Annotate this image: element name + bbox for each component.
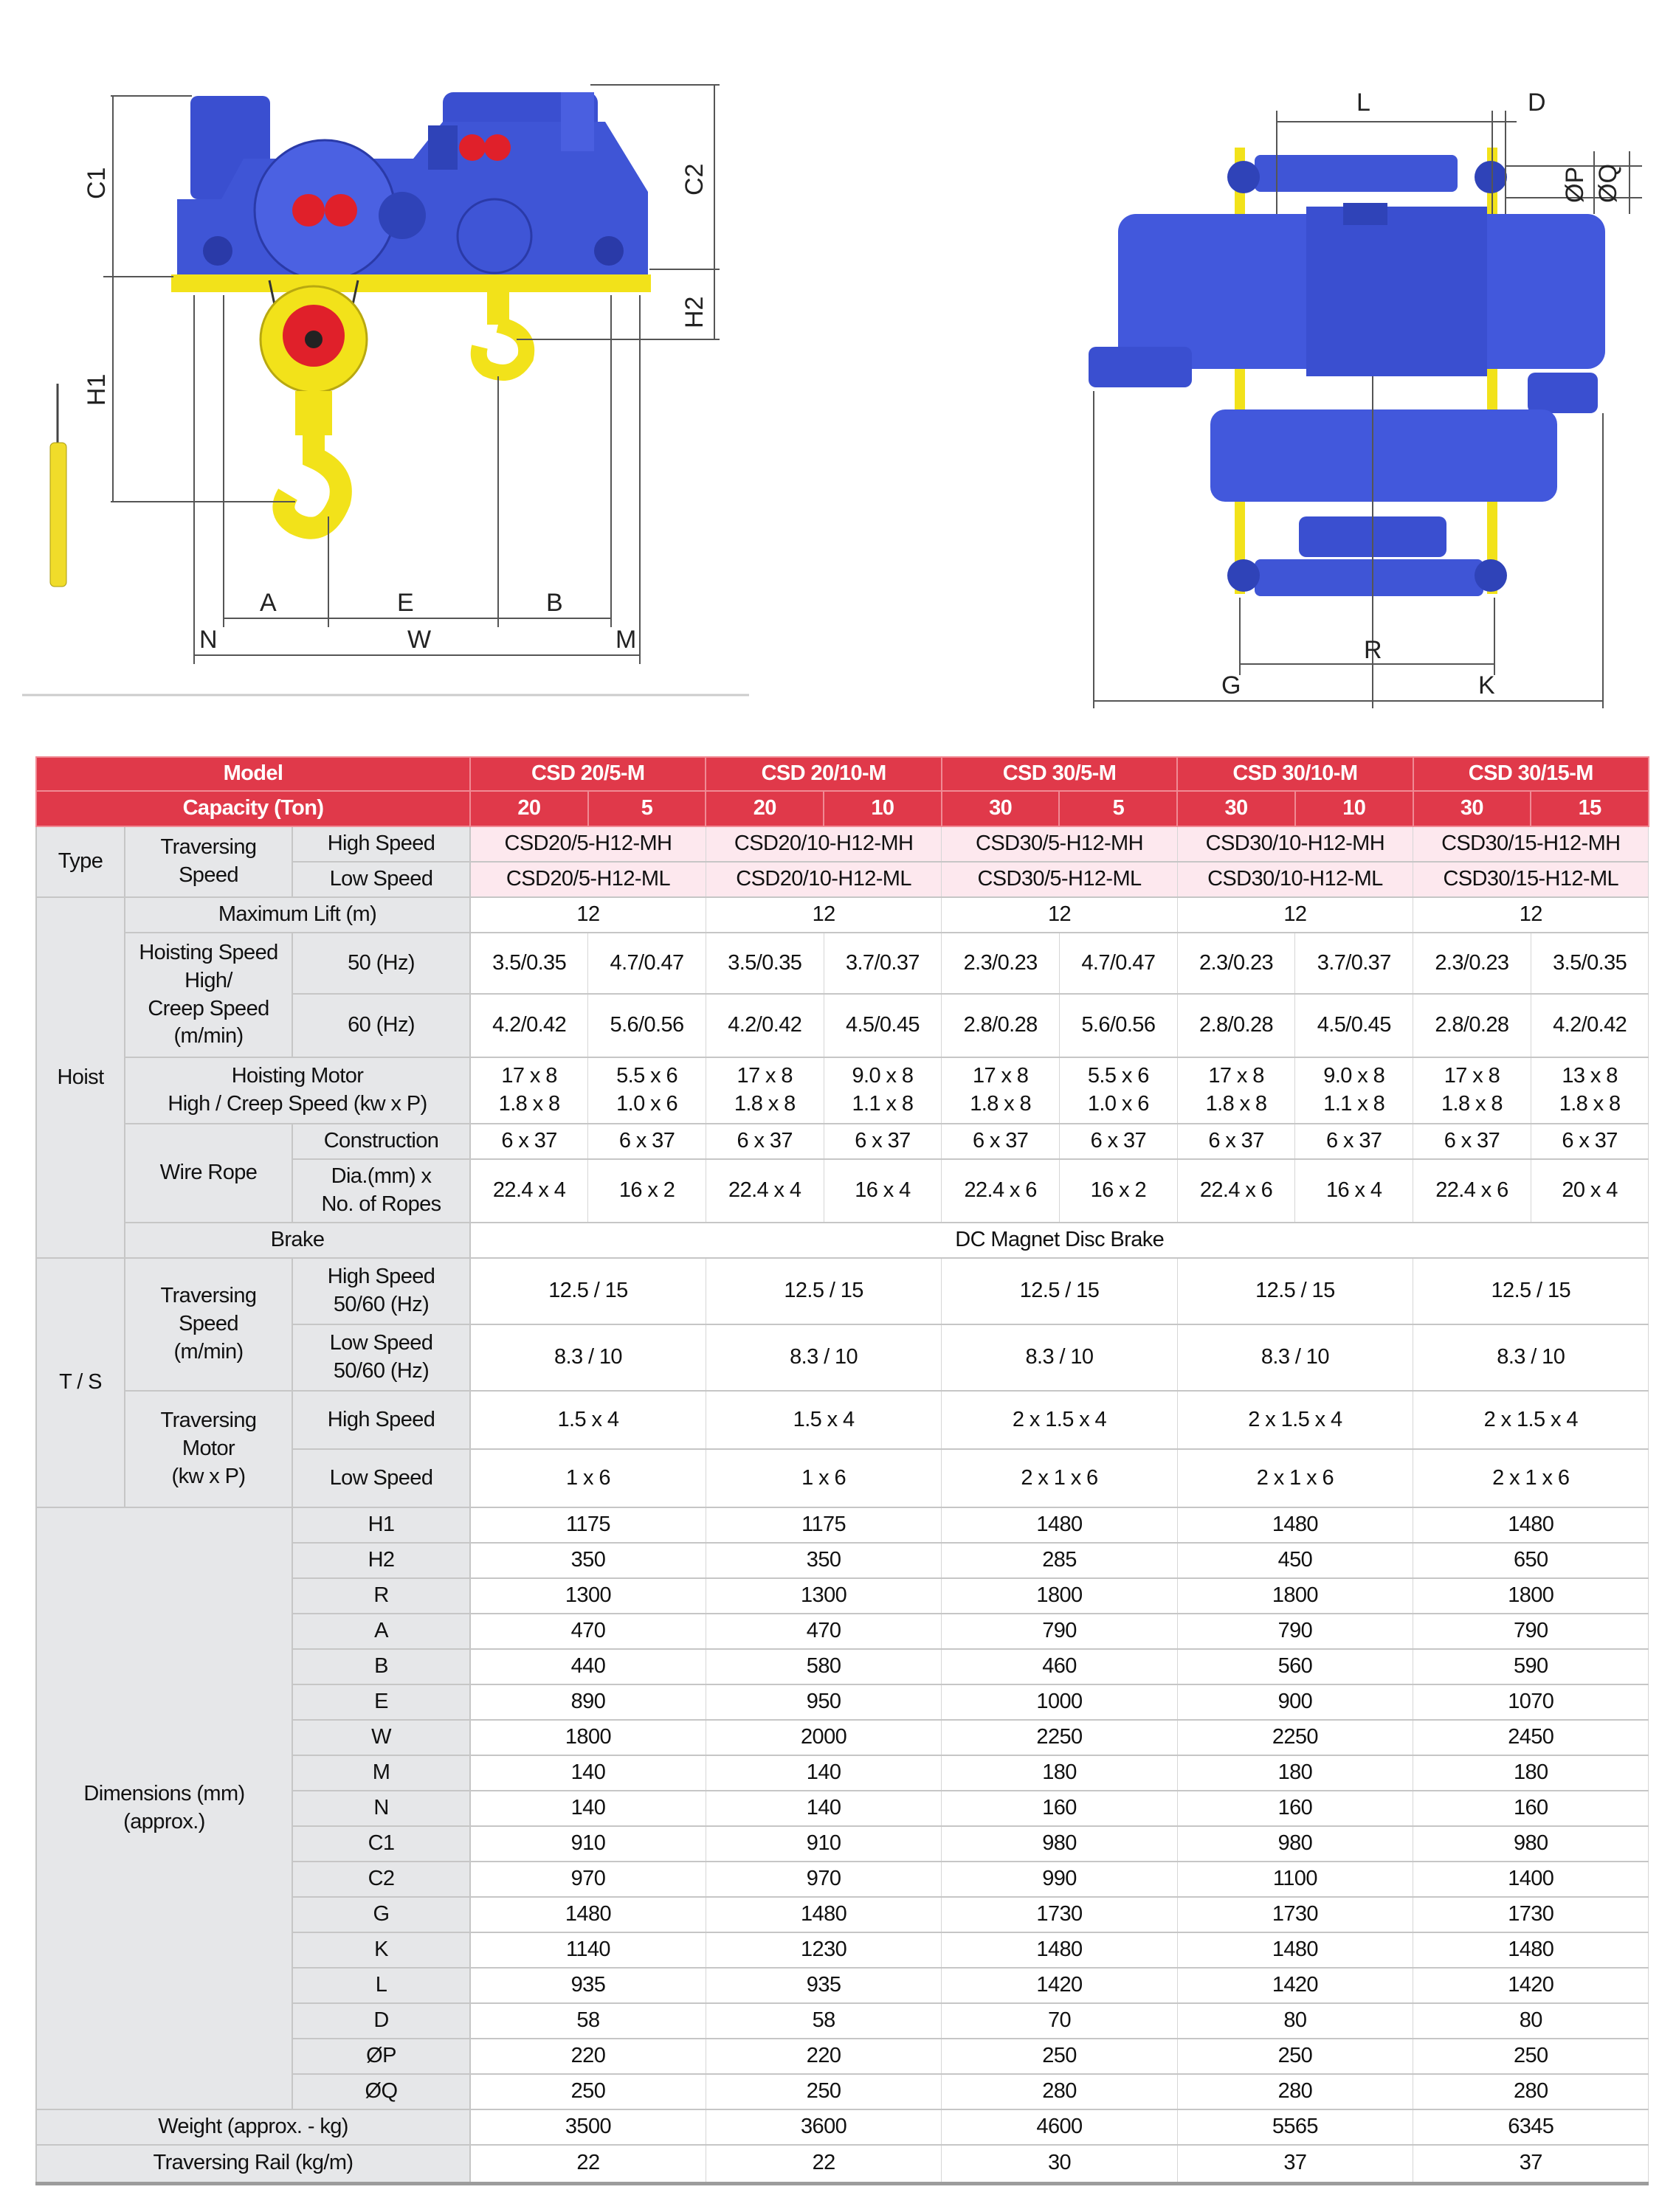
dimension-label: C1: [292, 1826, 470, 1862]
row-label: High Speed 50/60 (Hz): [292, 1258, 470, 1324]
dimension-label: A: [292, 1614, 470, 1649]
capacity-value: 15: [1531, 791, 1649, 826]
table-cell: 3500: [470, 2109, 706, 2145]
capacity-value: 30: [942, 791, 1060, 826]
main-hook-icon: [261, 280, 367, 528]
table-cell: 160: [942, 1791, 1177, 1826]
type-model-code: CSD30/15-H12-MH: [1413, 826, 1649, 862]
table-cell: 80: [1177, 2003, 1413, 2039]
table-cell: 12.5 / 15: [1413, 1258, 1649, 1324]
type-model-code: CSD30/10-H12-ML: [1177, 862, 1413, 897]
specification-table: [35, 756, 1649, 2185]
type-model-code: CSD20/5-H12-MH: [470, 826, 706, 862]
table-cell: 22.4 x 6: [942, 1159, 1060, 1223]
table-cell: 990: [942, 1862, 1177, 1897]
dim-label-a: A: [260, 589, 277, 617]
table-cell: 160: [1177, 1791, 1413, 1826]
model-name: CSD 30/15-M: [1413, 757, 1649, 791]
table-cell: 20 x 4: [1531, 1159, 1649, 1223]
header-row-capacity: [36, 791, 1649, 826]
brake-value: DC Magnet Disc Brake: [470, 1223, 1649, 1258]
dim-label-g: G: [1221, 671, 1241, 699]
dimension-label: E: [292, 1684, 470, 1720]
table-cell: 8.3 / 10: [470, 1324, 706, 1391]
table-cell: 4.5/0.45: [824, 994, 942, 1057]
capacity-value: 30: [1177, 791, 1295, 826]
row-label: Low Speed 50/60 (Hz): [292, 1324, 470, 1391]
pendant-control-icon: [50, 384, 66, 587]
table-cell: 2000: [706, 1720, 941, 1755]
dimension-label: M: [292, 1755, 470, 1791]
table-cell: 2250: [942, 1720, 1177, 1755]
table-cell: 1730: [1413, 1897, 1649, 1932]
table-cell: 160: [1413, 1791, 1649, 1826]
table-cell: 6 x 37: [706, 1124, 824, 1159]
table-cell: 4.2/0.42: [706, 994, 824, 1057]
table-cell: 2450: [1413, 1720, 1649, 1755]
traversing-speed-label: Traversing Speed (m/min): [125, 1258, 292, 1391]
row-label: Low Speed: [292, 862, 470, 897]
table-cell: 3.5/0.35: [1531, 933, 1649, 994]
table-cell: 220: [706, 2039, 941, 2074]
table-cell: 6 x 37: [1413, 1124, 1531, 1159]
dimension-label: C2: [292, 1862, 470, 1897]
table-cell: 17 x 8 1.8 x 8: [942, 1057, 1060, 1124]
table-cell: 280: [1177, 2074, 1413, 2109]
dimension-label: ØQ: [292, 2074, 470, 2109]
model-name: CSD 20/5-M: [470, 757, 706, 791]
table-cell: 3600: [706, 2109, 941, 2145]
row-label: Construction: [292, 1124, 470, 1159]
table-cell: 1100: [1177, 1862, 1413, 1897]
row-label: High Speed: [292, 1391, 470, 1449]
table-cell: 220: [470, 2039, 706, 2074]
table-cell: 6 x 37: [1059, 1124, 1177, 1159]
hoisting-speed-label: Hoisting Speed High/ Creep Speed (m/min): [125, 933, 292, 1057]
table-cell: 4600: [942, 2109, 1177, 2145]
table-cell: 1420: [1177, 1968, 1413, 2003]
capacity-value: 5: [1059, 791, 1177, 826]
table-cell: 8.3 / 10: [942, 1324, 1177, 1391]
table-cell: 1480: [1413, 1507, 1649, 1543]
table-cell: 3.7/0.37: [1295, 933, 1413, 994]
table-cell: 140: [470, 1755, 706, 1791]
type-model-code: CSD20/5-H12-ML: [470, 862, 706, 897]
dim-label-h2: H2: [680, 296, 708, 328]
row-label: High Speed: [292, 826, 470, 862]
table-cell: 1300: [470, 1578, 706, 1614]
dim-label-r: R: [1364, 636, 1382, 664]
table-cell: 2.8/0.28: [1413, 994, 1531, 1057]
table-cell: 440: [470, 1649, 706, 1684]
capacity-value: 20: [706, 791, 824, 826]
table-cell: 6 x 37: [824, 1124, 942, 1159]
table-cell: 2 x 1.5 x 4: [1413, 1391, 1649, 1449]
dim-label-p: ØP: [1561, 166, 1589, 203]
top-view-drawing: [1089, 89, 1642, 708]
table-cell: 980: [1177, 1826, 1413, 1862]
table-cell: 970: [470, 1862, 706, 1897]
table-cell: 460: [942, 1649, 1177, 1684]
table-cell: 250: [1177, 2039, 1413, 2074]
table-cell: 70: [942, 2003, 1177, 2039]
table-cell: 58: [470, 2003, 706, 2039]
dimension-label: H1: [292, 1507, 470, 1543]
hoist-drawings: [0, 0, 1676, 738]
max-lift-row: [36, 897, 1649, 933]
ts-group-label: T / S: [36, 1258, 125, 1507]
table-cell: 2.3/0.23: [1177, 933, 1295, 994]
table-cell: 2250: [1177, 1720, 1413, 1755]
table-cell: 1800: [470, 1720, 706, 1755]
table-cell: 12.5 / 15: [1177, 1258, 1413, 1324]
table-cell: 12.5 / 15: [942, 1258, 1177, 1324]
dimensions-group-label: Dimensions (mm) (approx.): [36, 1507, 292, 2109]
table-cell: 250: [1413, 2039, 1649, 2074]
table-cell: 250: [706, 2074, 941, 2109]
table-cell: 790: [1413, 1614, 1649, 1649]
dimension-label: K: [292, 1932, 470, 1968]
hoisting-motor-row: [36, 1057, 1649, 1124]
side-view-drawing: [22, 85, 749, 695]
capacity-header: Capacity (Ton): [36, 791, 470, 826]
table-cell: 3.7/0.37: [824, 933, 942, 994]
table-cell: 16 x 2: [1059, 1159, 1177, 1223]
table-cell: 16 x 4: [824, 1159, 942, 1223]
table-cell: 22: [470, 2145, 706, 2183]
dim-label-c1: C1: [83, 167, 111, 199]
table-cell: 2.8/0.28: [1177, 994, 1295, 1057]
table-cell: 12.5 / 15: [706, 1258, 941, 1324]
wire-rope-row: [36, 1124, 1649, 1159]
table-cell: 280: [942, 2074, 1177, 2109]
table-cell: 910: [470, 1826, 706, 1862]
dim-label-m: M: [615, 626, 637, 654]
table-cell: 13 x 8 1.8 x 8: [1531, 1057, 1649, 1124]
table-cell: 4.7/0.47: [1059, 933, 1177, 994]
table-cell: 9.0 x 8 1.1 x 8: [824, 1057, 942, 1124]
table-cell: 6 x 37: [588, 1124, 706, 1159]
table-cell: 22: [706, 2145, 941, 2183]
table-cell: 980: [942, 1826, 1177, 1862]
table-cell: 285: [942, 1543, 1177, 1578]
table-cell: 910: [706, 1826, 941, 1862]
table-cell: 5.5 x 6 1.0 x 6: [588, 1057, 706, 1124]
table-cell: 58: [706, 2003, 941, 2039]
table-cell: 580: [706, 1649, 941, 1684]
hoisting-motor-label: Hoisting Motor High / Creep Speed (kw x P): [125, 1057, 470, 1124]
table-cell: 1400: [1413, 1862, 1649, 1897]
table-cell: 790: [942, 1614, 1177, 1649]
table-cell: 1480: [470, 1897, 706, 1932]
table-cell: 17 x 8 1.8 x 8: [1413, 1057, 1531, 1124]
dim-label-b: B: [546, 589, 563, 617]
table-cell: 1420: [942, 1968, 1177, 2003]
table-cell: 1175: [706, 1507, 941, 1543]
table-cell: 1480: [1177, 1932, 1413, 1968]
table-cell: 22.4 x 6: [1177, 1159, 1295, 1223]
table-cell: 470: [470, 1614, 706, 1649]
table-cell: 17 x 8 1.8 x 8: [1177, 1057, 1295, 1124]
table-cell: 37: [1177, 2145, 1413, 2183]
table-cell: 1300: [706, 1578, 941, 1614]
model-name: CSD 30/10-M: [1177, 757, 1413, 791]
table-cell: 5.6/0.56: [588, 994, 706, 1057]
table-cell: 4.5/0.45: [1295, 994, 1413, 1057]
table-cell: 1480: [942, 1507, 1177, 1543]
dim-label-l: L: [1356, 89, 1370, 117]
type-sub-label: Traversing Speed: [125, 826, 292, 897]
table-cell: 1 x 6: [470, 1449, 706, 1507]
table-cell: 180: [942, 1755, 1177, 1791]
table-cell: 450: [1177, 1543, 1413, 1578]
table-cell: 1800: [1177, 1578, 1413, 1614]
type-model-code: CSD20/10-H12-ML: [706, 862, 941, 897]
table-cell: 1480: [1177, 1507, 1413, 1543]
table-cell: 12: [1177, 897, 1413, 933]
table-cell: 180: [1413, 1755, 1649, 1791]
table-cell: 6345: [1413, 2109, 1649, 2145]
table-cell: 16 x 2: [588, 1159, 706, 1223]
table-cell: 2.3/0.23: [942, 933, 1060, 994]
dim-label-e: E: [397, 589, 414, 617]
table-cell: 3.5/0.35: [706, 933, 824, 994]
table-cell: 1800: [1413, 1578, 1649, 1614]
table-cell: 1175: [470, 1507, 706, 1543]
dimension-label: D: [292, 2003, 470, 2039]
model-name: CSD 30/5-M: [942, 757, 1177, 791]
dimension-label: R: [292, 1578, 470, 1614]
table-cell: 6 x 37: [1177, 1124, 1295, 1159]
table-cell: 140: [706, 1791, 941, 1826]
header-row-model: [36, 757, 1649, 791]
table-cell: 650: [1413, 1543, 1649, 1578]
table-cell: 970: [706, 1862, 941, 1897]
table-cell: 470: [706, 1614, 941, 1649]
table-cell: 6 x 37: [1531, 1124, 1649, 1159]
brake-label: Brake: [125, 1223, 470, 1258]
table-cell: 180: [1177, 1755, 1413, 1791]
table-cell: 950: [706, 1684, 941, 1720]
table-cell: 1000: [942, 1684, 1177, 1720]
row-label: Low Speed: [292, 1449, 470, 1507]
table-cell: 3.5/0.35: [470, 933, 588, 994]
dim-label-w: W: [407, 626, 432, 654]
rail-label: Traversing Rail (kg/m): [36, 2145, 470, 2183]
dim-label-n: N: [199, 626, 218, 654]
table-cell: 22.4 x 4: [470, 1159, 588, 1223]
table-cell: 30: [942, 2145, 1177, 2183]
table-cell: 5.6/0.56: [1059, 994, 1177, 1057]
row-label: 50 (Hz): [292, 933, 470, 994]
traversing-speed-row: [36, 1258, 1649, 1324]
table-cell: 350: [470, 1543, 706, 1578]
table-cell: 560: [1177, 1649, 1413, 1684]
table-cell: 6 x 37: [942, 1124, 1060, 1159]
table-cell: 2.8/0.28: [942, 994, 1060, 1057]
dimension-label: W: [292, 1720, 470, 1755]
capacity-value: 20: [470, 791, 588, 826]
model-name: CSD 20/10-M: [706, 757, 941, 791]
table-cell: 980: [1413, 1826, 1649, 1862]
table-cell: 1420: [1413, 1968, 1649, 2003]
table-cell: 250: [942, 2039, 1177, 2074]
type-model-code: CSD20/10-H12-MH: [706, 826, 941, 862]
table-cell: 4.2/0.42: [1531, 994, 1649, 1057]
table-cell: 5.5 x 6 1.0 x 6: [1059, 1057, 1177, 1124]
table-cell: 4.7/0.47: [588, 933, 706, 994]
table-cell: 140: [706, 1755, 941, 1791]
dimension-label: B: [292, 1649, 470, 1684]
table-cell: 1.5 x 4: [706, 1391, 941, 1449]
table-cell: 2 x 1 x 6: [942, 1449, 1177, 1507]
table-cell: 80: [1413, 2003, 1649, 2039]
table-cell: 5565: [1177, 2109, 1413, 2145]
type-group-label: Type: [36, 826, 125, 897]
table-cell: 1730: [942, 1897, 1177, 1932]
table-cell: 1800: [942, 1578, 1177, 1614]
type-model-code: CSD30/5-H12-ML: [942, 862, 1177, 897]
table-cell: 1.5 x 4: [470, 1391, 706, 1449]
dimension-label: ØP: [292, 2039, 470, 2074]
model-header: Model: [36, 757, 470, 791]
table-cell: 22.4 x 4: [706, 1159, 824, 1223]
table-cell: 890: [470, 1684, 706, 1720]
table-cell: 17 x 8 1.8 x 8: [470, 1057, 588, 1124]
dimension-label: L: [292, 1968, 470, 2003]
table-cell: 2 x 1 x 6: [1177, 1449, 1413, 1507]
row-label: 60 (Hz): [292, 994, 470, 1057]
table-cell: 935: [470, 1968, 706, 2003]
hoisting-speed-row: [36, 933, 1649, 994]
table-cell: 1070: [1413, 1684, 1649, 1720]
table-cell: 37: [1413, 2145, 1649, 2183]
auxiliary-hook-icon: [479, 280, 526, 373]
capacity-value: 30: [1413, 791, 1531, 826]
table-cell: 140: [470, 1791, 706, 1826]
row-label: Dia.(mm) x No. of Ropes: [292, 1159, 470, 1223]
table-cell: 2 x 1.5 x 4: [1177, 1391, 1413, 1449]
table-cell: 900: [1177, 1684, 1413, 1720]
dimension-row: [36, 1507, 1649, 1543]
capacity-value: 5: [588, 791, 706, 826]
table-cell: 1480: [1413, 1932, 1649, 1968]
dimension-label: H2: [292, 1543, 470, 1578]
table-cell: 4.2/0.42: [470, 994, 588, 1057]
table-cell: 1230: [706, 1932, 941, 1968]
table-cell: 17 x 8 1.8 x 8: [706, 1057, 824, 1124]
traversing-motor-label: Traversing Motor (kw x P): [125, 1391, 292, 1507]
table-cell: 12.5 / 15: [470, 1258, 706, 1324]
table-cell: 12: [1413, 897, 1649, 933]
table-cell: 1480: [706, 1897, 941, 1932]
dim-label-d: D: [1528, 89, 1546, 117]
weight-row: [36, 2109, 1649, 2145]
rail-row: [36, 2145, 1649, 2183]
type-model-code: CSD30/10-H12-MH: [1177, 826, 1413, 862]
table-cell: 350: [706, 1543, 941, 1578]
table-cell: 1 x 6: [706, 1449, 941, 1507]
table-cell: 2 x 1.5 x 4: [942, 1391, 1177, 1449]
table-cell: 12: [470, 897, 706, 933]
table-cell: 9.0 x 8 1.1 x 8: [1295, 1057, 1413, 1124]
type-model-code: CSD30/5-H12-MH: [942, 826, 1177, 862]
table-cell: 12: [942, 897, 1177, 933]
type-row: [36, 826, 1649, 862]
table-cell: 1730: [1177, 1897, 1413, 1932]
capacity-value: 10: [1295, 791, 1413, 826]
dim-label-h1: H1: [83, 373, 111, 406]
dimension-label: N: [292, 1791, 470, 1826]
table-cell: 12: [706, 897, 941, 933]
dim-label-k: K: [1478, 671, 1495, 699]
row-label: Maximum Lift (m): [125, 897, 470, 933]
table-cell: 22.4 x 6: [1413, 1159, 1531, 1223]
table-cell: 2.3/0.23: [1413, 933, 1531, 994]
table-cell: 280: [1413, 2074, 1649, 2109]
table-cell: 790: [1177, 1614, 1413, 1649]
table-cell: 590: [1413, 1649, 1649, 1684]
table-cell: 16 x 4: [1295, 1159, 1413, 1223]
table-cell: 1480: [942, 1932, 1177, 1968]
dim-label-c2: C2: [680, 163, 708, 196]
type-model-code: CSD30/15-H12-ML: [1413, 862, 1649, 897]
table-cell: 8.3 / 10: [706, 1324, 941, 1391]
capacity-value: 10: [824, 791, 942, 826]
table-cell: 8.3 / 10: [1177, 1324, 1413, 1391]
table-cell: 8.3 / 10: [1413, 1324, 1649, 1391]
dimension-label: G: [292, 1897, 470, 1932]
wire-rope-label: Wire Rope: [125, 1124, 292, 1223]
table-cell: 250: [470, 2074, 706, 2109]
hoist-group-label: Hoist: [36, 897, 125, 1258]
table-cell: 935: [706, 1968, 941, 2003]
table-cell: 6 x 37: [470, 1124, 588, 1159]
table-cell: 6 x 37: [1295, 1124, 1413, 1159]
weight-label: Weight (approx. - kg): [36, 2109, 470, 2145]
traversing-motor-row: [36, 1391, 1649, 1449]
dim-label-q: ØQ: [1594, 164, 1622, 203]
table-cell: 1140: [470, 1932, 706, 1968]
table-cell: 2 x 1 x 6: [1413, 1449, 1649, 1507]
brake-row: [36, 1223, 1649, 1258]
